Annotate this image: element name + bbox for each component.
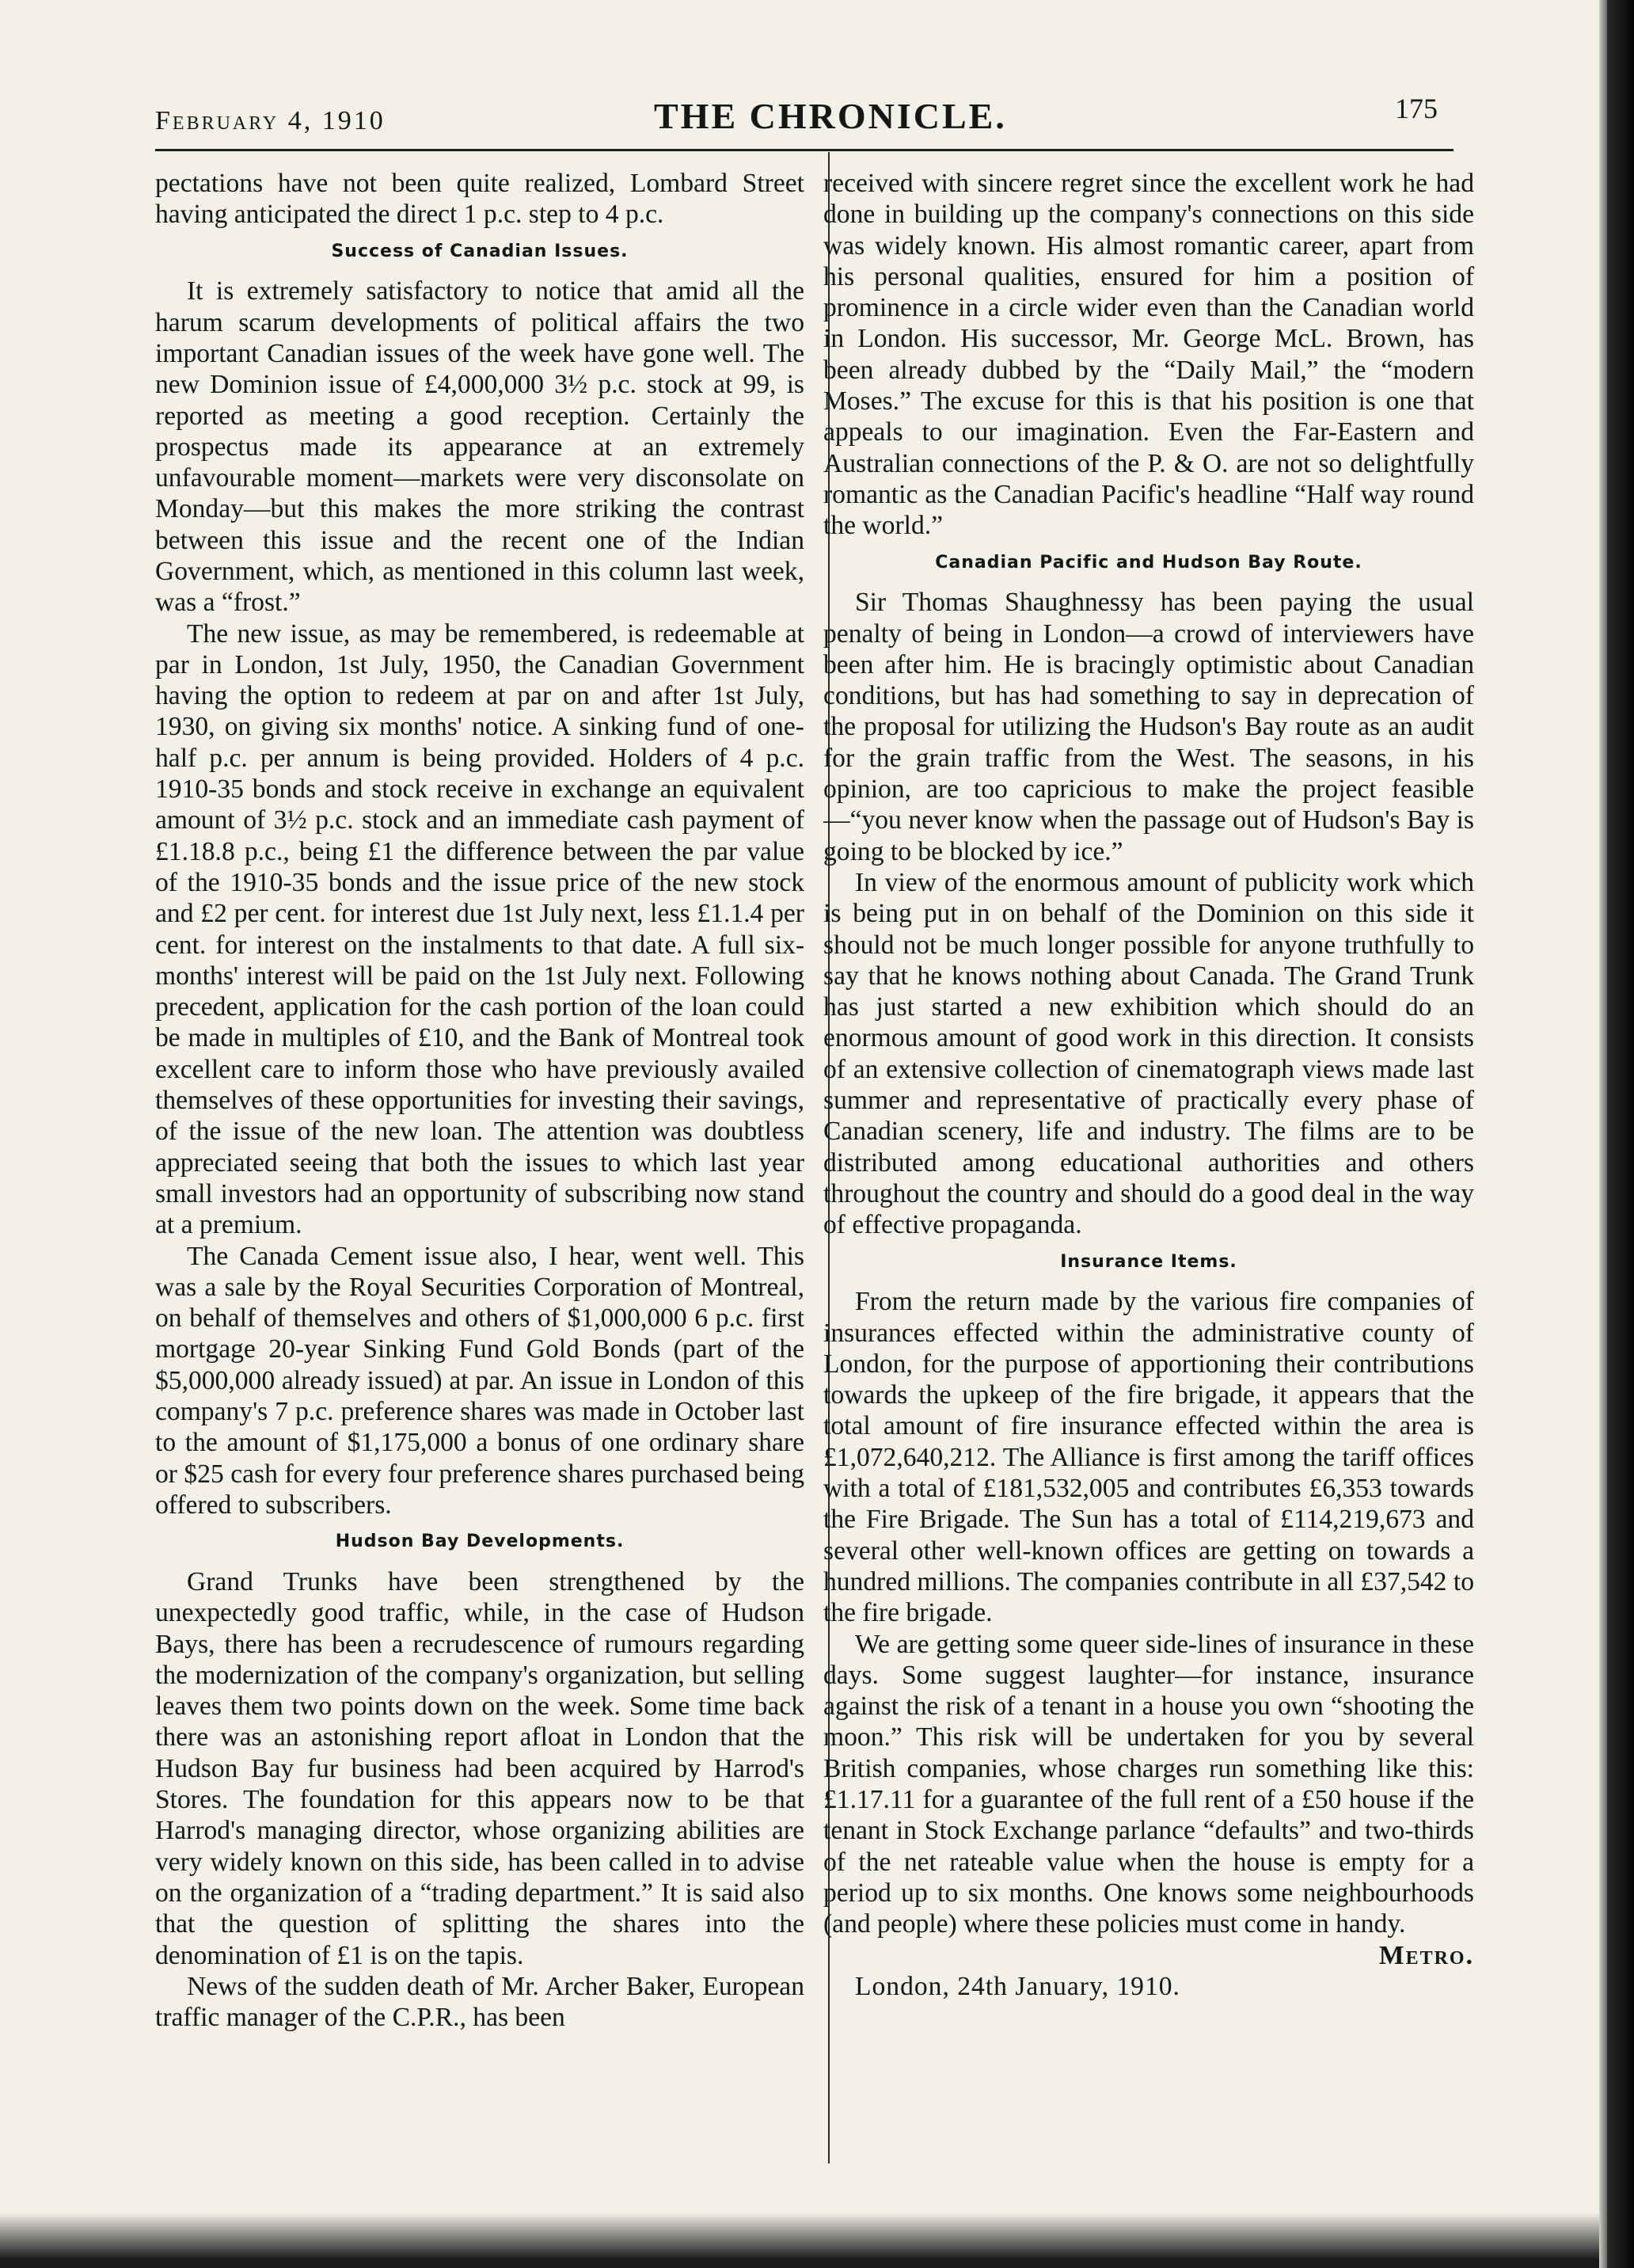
author-signature: Metro. [1378, 1940, 1474, 1970]
header-rule [155, 149, 1454, 151]
continued-paragraph: received with sincere regret since the excellent work he had done in building up the company's connections on this side was widely known. His almost romantic career, apart from his personal qualities, ensured for him a position of prominence in a circle wider even than the Canadian world in London. His successor, Mr. George McL. Brown, has been already dubbed by the “Daily Mail,” the “modern Moses.” The excuse for this is that his position is one that appeals to our imagination. Even the Far-Eastern and Australian connections of the P. & O. are not so delightfully romantic as the Canadian Pacific's headline “Half way round the world.” [823, 169, 1474, 541]
paragraph: In view of the enormous amount of publicity work which is being put in on behalf of the Dominion on this side it should not be much longer possible for anyone truthfully to say that he knows nothing about Canada. The Grand Trunk has just started a new exhibition which should do an enormous amount of good work in this direction. It consists of an extensive collection of cinematograph views made last summer and representative of practically every phase of Canadian scenery, life and industry. The films are to be distributed among educational authorities and others throughout the country and should do a good deal in the way of effective propaganda. [823, 867, 1474, 1240]
page-edge [1599, 0, 1607, 2268]
page-number: 175 [1395, 93, 1438, 124]
continued-paragraph: pectations have not been quite realized, Lombard Street having anticipated the direct 1 p.c. step to 4 p.c. [155, 169, 804, 230]
issue-date: February 4, 1910 [155, 106, 386, 135]
paragraph: It is extremely satisfactory to notice that amid all the harum scarum developments of political affairs the two important Canadian issues of the week have gone well. The new Dominion issue of £4,000,000 3½ p.c. stock at 99, is reported as meeting a good reception. Certainly the prospectus made its appearance at an extremely unfavourable moment—markets were very disconsolate on Monday—but this makes the more striking the contrast between this issue and the recent one of the Indian Government, which, as mentioned in this column last week, was a “frost.” [155, 276, 804, 618]
publication-title: THE CHRONICLE. [654, 96, 1007, 136]
paragraph: From the return made by the various fire companies of insurances effected within the administrative county of London, for the purpose of apportioning their contributions towards the upkeep of the fire brigade, it appears that the total amount of fire insurance effected within the area is £1,072,640,212. The Alliance is first among the tariff offices with a total of £181,532,005 and contributes £6,353 towards the Fire Brigade. The Sun has a total of £114,219,673 and several other well-known offices are getting on towards a hundred millions. The companies contribute in all £37,542 to the fire brigade. [823, 1287, 1474, 1628]
paragraph: The new issue, as may be remembered, is redeemable at par in London, 1st July, 1950, the Canadian Government having the option to redeem at par on and after 1st July, 1930, on giving six months' notice. A sinking fund of one-half p.c. per annum is being provided. Holders of 4 p.c. 1910-35 bonds and stock receive in exchange an equivalent amount of 3½ p.c. stock and an immediate cash payment of £1.18.8 p.c., being £1 the difference between the par value of the 1910-35 bonds and the issue price of the new stock and £2 per cent. for interest due 1st July next, less £1.1.4 per cent. for interest on the instalments to that date. A full six-months' interest will be paid on the 1st July next. Following precedent, application for the cash portion of the loan could be made in multiples of £10, and the Bank of Montreal took excellent care to inform those who have previously availed themselves of these opportunities for investing their savings, of the issue of the new loan. The attention was doubtless appreciated seeing that both the issues to which last year small investors had an opportunity of subscribing now stand at a premium. [155, 618, 804, 1240]
section-heading-insurance: Insurance Items. [1060, 1251, 1237, 1272]
paragraph: Grand Trunks have been strengthened by the unexpectedly good traffic, while, in the case of Hudson Bays, there has been a recrudescence of rumours regarding the modernization of the company's organization, but selling leaves them two points down on the week. Some time back there was an astonishing report afloat in London that the Hudson Bay fur business had been acquired by Harrod's Stores. The foundation for this appears now to be that Harrod's managing director, whose organizing abilities are very widely known on this side, has been called in to advise on the organization of a “trading department.” It is said also that the question of splitting the shares into the denomination of £1 is on the tapis. [155, 1566, 804, 1970]
book-spine [1607, 0, 1634, 2268]
section-heading-cpr-route: Canadian Pacific and Hudson Bay Route. [935, 552, 1362, 573]
paragraph: We are getting some queer side-lines of insurance in these days. Some suggest laughter—for instance, insurance against the risk of a tenant in a house you own “shooting the moon.” This risk will be undertaken for you by several British companies, whose charges run something like this: £1.17.11 for a guarantee of the full rent of a £50 house if the tenant in Stock Exchange parlance “defaults” and two-thirds of the net rateable value when the house is empty for a period up to six months. One knows some neighbourhoods (and people) where these policies must come in handy. [823, 1629, 1474, 1939]
section-heading-hudson-bay: Hudson Bay Developments. [335, 1532, 625, 1552]
page-header [155, 89, 1438, 144]
paragraph: The Canada Cement issue also, I hear, went well. This was a sale by the Royal Securities Corporation of Montreal, on behalf of themselves and others of $1,000,000 6 p.c. first mortgage 20-year Sinking Fund Gold Bonds (part of the $5,000,000 already issued) at par. An issue in London of this company's 7 p.c. preference shares was made in October last to the amount of $1,175,000 a bonus of one ordinary share or $25 cash for every four preference shares purchased being offered to subscribers. [155, 1241, 804, 1520]
paragraph: Sir Thomas Shaughnessy has been paying the usual penalty of being in London—a crowd of interviewers have been after him. He is bracingly optimistic about Canadian conditions, but has had something to say in deprecation of the proposal for utilizing the Hudson's Bay route as an audit for the grain traffic from the West. The seasons, in his opinion, are too capricious to make the project feasible—“you never know when the passage out of Hudson's Bay is going to be blocked by ice.” [823, 588, 1474, 866]
dateline: London, 24th January, 1910. [855, 1971, 1180, 2001]
section-heading-canadian-issues: Success of Canadian Issues. [331, 241, 629, 261]
right-column [823, 168, 1474, 2002]
paragraph: News of the sudden death of Mr. Archer Baker, European traffic manager of the C.P.R., has been [155, 1971, 804, 2033]
left-column [155, 168, 804, 2033]
page-bottom-shadow [0, 2213, 1634, 2268]
